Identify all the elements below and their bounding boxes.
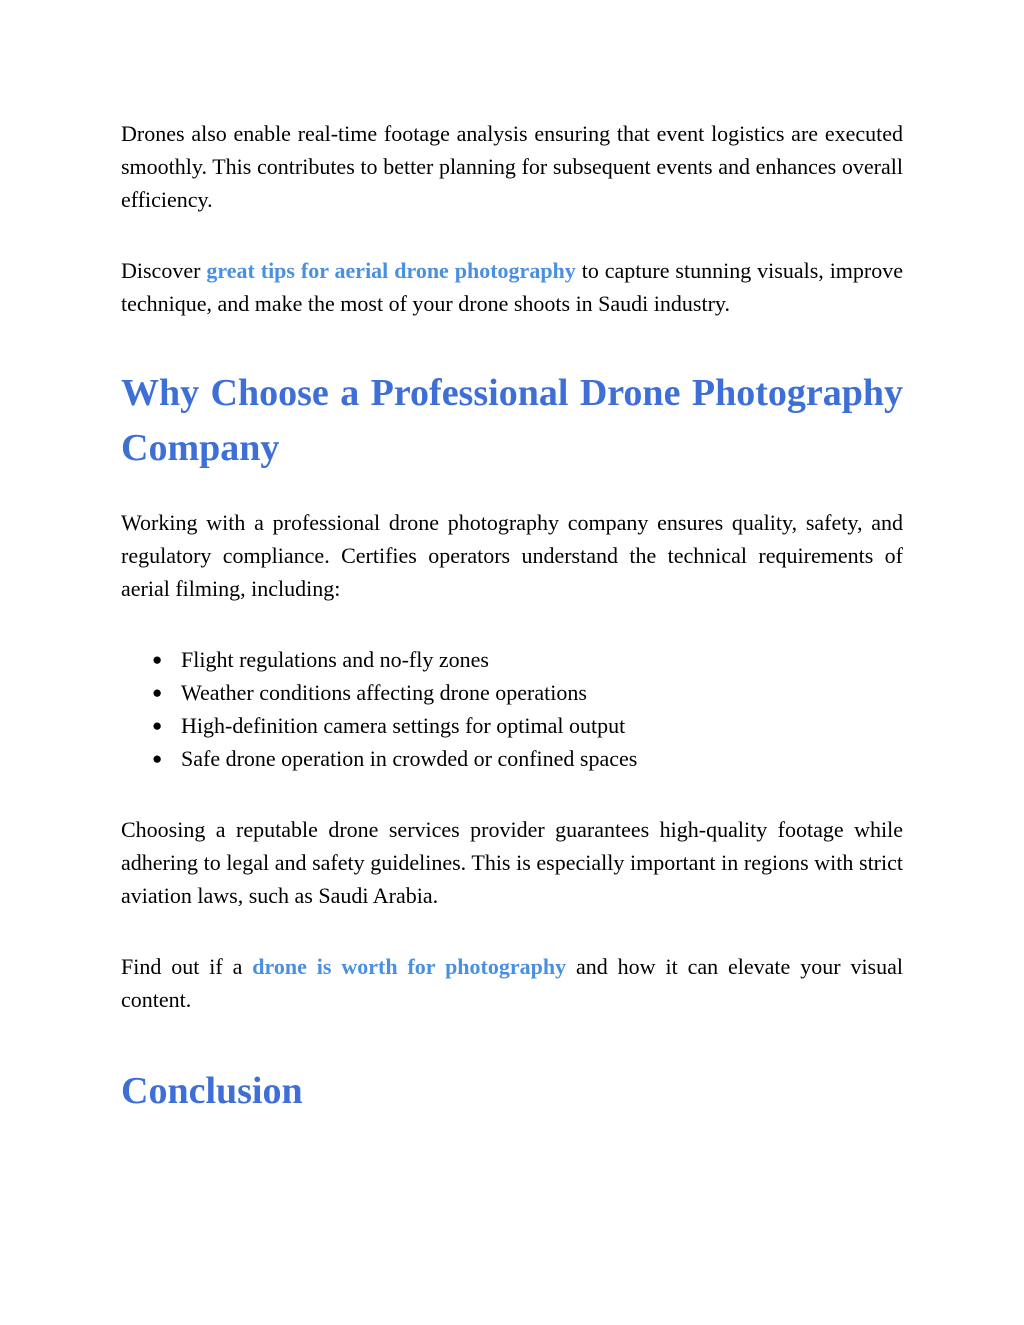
document-page — [121, 117, 903, 1119]
bullet-icon: ● — [152, 749, 163, 768]
paragraph-discover-tips — [121, 254, 903, 320]
paragraph-realtime-analysis: Drones also enable real-time footage analysis ensuring that event logistics are executed smoothly. This contributes to better planning for subsequent events and enhances overall efficiency. — [121, 121, 903, 212]
list-item-text: Weather conditions affecting drone operations — [181, 680, 587, 705]
list-item — [121, 709, 903, 742]
paragraph-find-out — [121, 950, 903, 1016]
paragraph-working-with: Working with a professional drone photography company ensures quality, safety, and regulatory compliance. Certifies operators understand the technical requirements of aerial filming, including: — [121, 510, 903, 601]
list-item-text: Safe drone operation in crowded or confined spaces — [181, 746, 638, 771]
aerial-tips-link[interactable]: great tips for aerial drone photography — [206, 258, 576, 283]
requirements-list — [121, 643, 903, 775]
paragraph-choosing-provider: Choosing a reputable drone services provider guarantees high-quality footage while adhering to legal and safety guidelines. This is especially important in regions with strict aviation laws, such as Saudi Arabia. — [121, 817, 903, 908]
bullet-icon: ● — [152, 716, 163, 735]
discover-text-before: Discover — [121, 258, 207, 283]
discover-text-after: to capture stunning visuals, improve technique, and make the most of your drone shoots in Saudi industry. — [121, 258, 904, 316]
list-item — [121, 643, 903, 676]
list-item-text: High-definition camera settings for optimal output — [181, 713, 626, 738]
list-item-text: Flight regulations and no-fly zones — [181, 647, 489, 672]
bullet-icon: ● — [152, 650, 163, 669]
list-item — [121, 676, 903, 709]
find-out-text-before: Find out if a — [121, 954, 253, 979]
bullet-icon: ● — [152, 683, 163, 702]
find-out-text-after: and how it can elevate your visual content. — [121, 954, 903, 1012]
drone-worth-link[interactable]: drone is worth for photography — [252, 954, 567, 979]
heading-conclusion: Conclusion — [121, 1070, 303, 1112]
list-item — [121, 742, 903, 775]
heading-why-choose: Why Choose a Professional Drone Photography Company — [121, 372, 903, 469]
